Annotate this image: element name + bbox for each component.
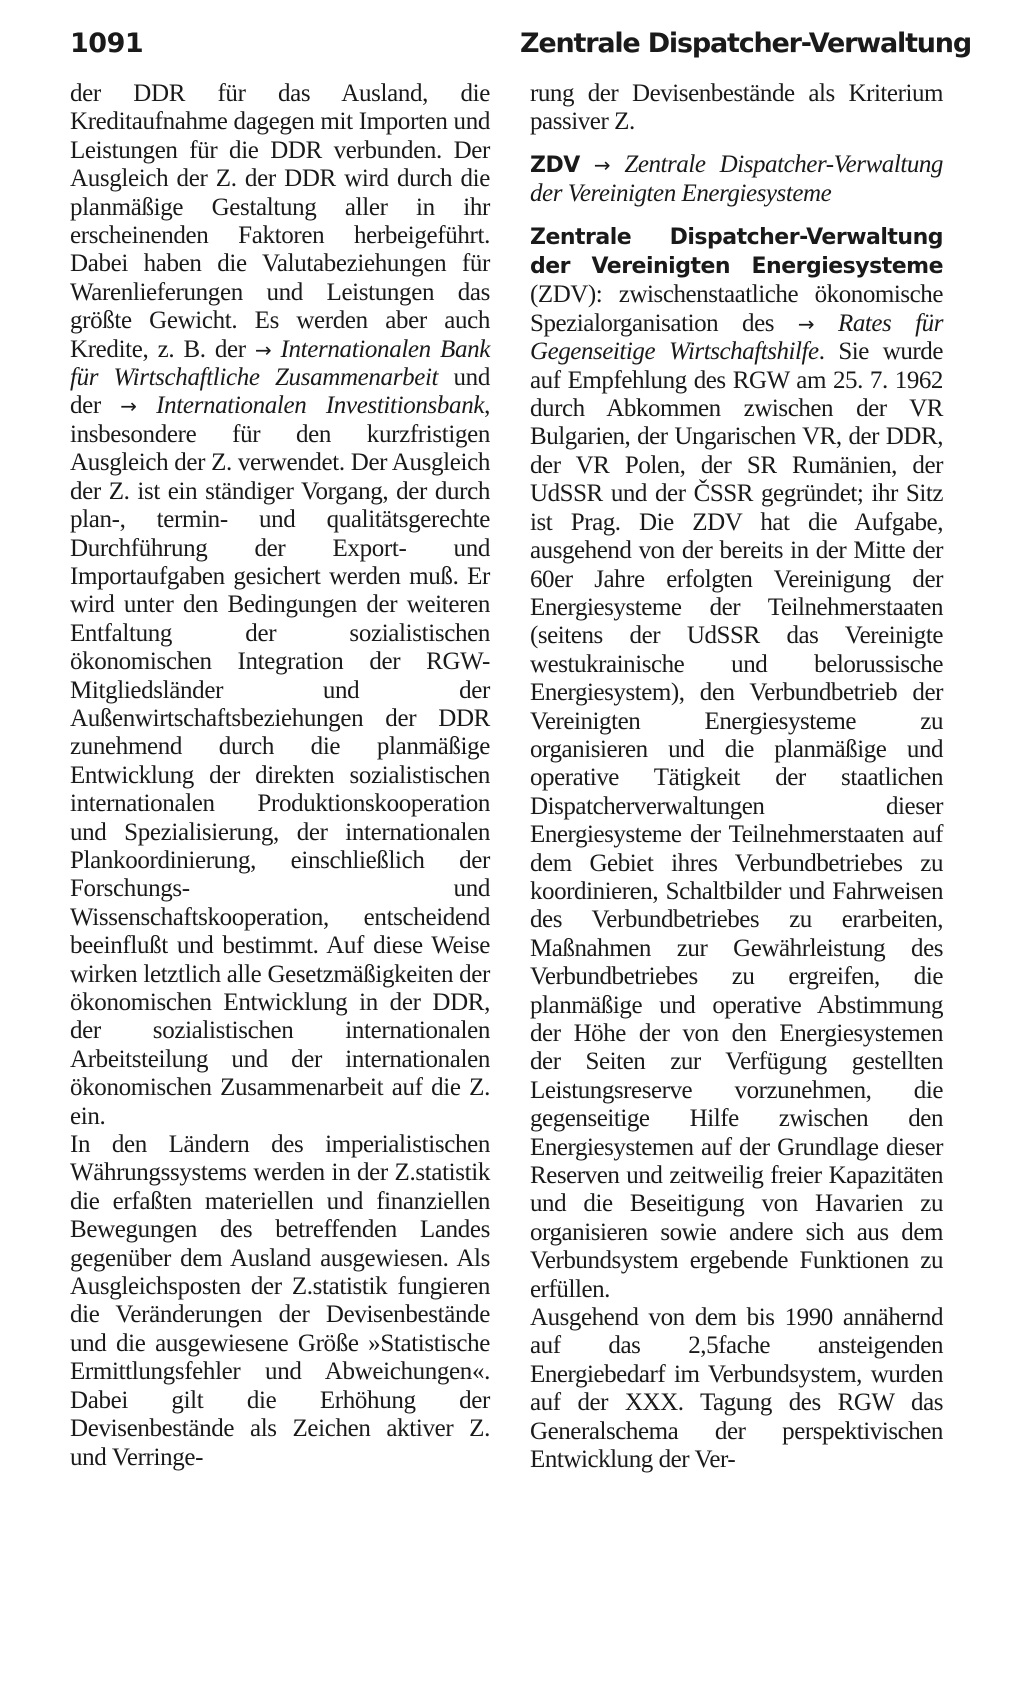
running-head: Zentrale Dispatcher-Verwaltung bbox=[520, 28, 971, 59]
cross-reference-arrow-icon: → bbox=[797, 311, 815, 336]
entry-keyword: ZDV bbox=[530, 152, 580, 178]
entry-zdv bbox=[530, 151, 943, 209]
right-paragraph-1: rung der Devisenbestände als Kriterium passiver Z. bbox=[530, 80, 943, 136]
entry-zentrale-dispatcher-verwaltung bbox=[530, 223, 943, 1304]
cross-reference-arrow-icon: → bbox=[254, 337, 272, 362]
text-segment: (ZDV): zwischenstaatliche ökonomische Spezialorganisation des bbox=[530, 281, 943, 337]
left-column bbox=[70, 80, 490, 1472]
cross-reference-arrow-icon: → bbox=[120, 394, 137, 419]
cross-reference: Internationalen Investitionsbank bbox=[136, 392, 485, 420]
text-segment: der DDR für das Ausland, die Kreditaufnahme dagegen mit Importen und Leistungen für die DDR verbunden. Der Ausgleich der Z. der DDR wird durch die planmäßige Gestaltung aller in ihr erscheinenden Faktoren herbeigeführt. Dabei haben die Valutabeziehungen für Warenlieferungen und Leistungen das größte Gewicht. Es werden aber auch Kredite, z. B. der bbox=[70, 80, 490, 363]
cross-reference-arrow-icon: → bbox=[593, 152, 611, 177]
right-paragraph-continuation: Ausgehend von dem bis 1990 annähernd auf das 2,5fache ansteigenden Energiebedarf im Verbundsystem, wurden auf der XXX. Tagung des RGW das Generalschema der perspektivischen Entwicklung der Ver- bbox=[530, 1304, 943, 1474]
text-segment: , insbesondere für den kurzfristigen Ausgleich der Z. verwendet. Der Ausgleich der Z. ist ein ständiger Vorgang, der durch plan-, termin- und qualitätsgerechte Durchführung der Export- und Importaufgaben gesichert werden muß. Er wird unter den Bedingungen der weiteren Entfaltung der sozialistischen ökonomischen Integration der RGW-Mitgliedsländer und der Außenwirtschaftsbeziehungen der DDR zunehmend durch die planmäßige Entwicklung der direkten sozialistischen internationalen Produktionskooperation und Spezialisierung, der internationalen Plankoordinierung, einschließlich der Forschungs- und Wissenschaftskooperation, entscheidend beeinflußt und bestimmt. Auf diese Weise wirken letztlich alle Gesetzmäßigkeiten der ökonomischen Entwicklung in der DDR, der sozialistischen internationalen Arbeitsteilung und der internationalen ökonomischen Zusammenarbeit auf die Z. ein. bbox=[70, 392, 490, 1130]
cross-reference: Internationalen Bank für Wirtschaftliche Zusammenarbeit bbox=[70, 335, 490, 392]
left-paragraph-2: In den Ländern des imperialistischen Währungssystems werden in der Z.statistik die erfaßten materiellen und finanziellen Bewegungen des betreffenden Landes gegenüber dem Ausland ausgewiesen. Als Ausgleichsposten der Z.statistik fungieren die Veränderungen der Devisenbestände und die ausgewiesene Größe »Statistische Ermittlungsfehler und Abweichungen«. Dabei gilt die Erhöhung der Devisenbestände als Zeichen aktiver Z. und Verringe- bbox=[70, 1131, 490, 1471]
cross-reference: Rates für Gegenseitige Wirtschaftshilfe bbox=[530, 309, 943, 366]
page-number: 1091 bbox=[70, 28, 144, 59]
cross-reference: Zentrale Dispatcher-Verwaltung der Vereinigten Energiesysteme bbox=[530, 150, 943, 208]
left-paragraph-1 bbox=[70, 80, 490, 1131]
text-segment: . Sie wurde auf Empfehlung des RGW am 25. 7. 1962 durch Abkommen zwischen der VR Bulgarien, der Ungarischen VR, der DDR, der VR Polen, der SR Rumänien, der UdSSR und der ČSSR gegründet; ihr Sitz ist Prag. Die ZDV hat die Aufgabe, ausgehend von der bereits in der Mitte der 60er Jahre erfolgten Vereinigung der Energiesysteme der Teilnehmerstaaten (seitens der UdSSR das Vereinigte westukrainische und belorussische Energiesystem), den Verbundbetrieb der Vereinigten Energiesysteme zu organisieren und die planmäßige und operative Tätigkeit der staatlichen Dispatcherverwaltungen dieser Energiesysteme der Teilnehmerstaaten auf dem Gebiet ihres Verbundbetriebes zu koordinieren, Schaltbilder und Fahrweisen des Verbundbetriebes zu erarbeiten, Maßnahmen zur Gewährleistung des Verbundbetriebes zu ergreifen, die planmäßige und operative Abstimmung der Höhe der von den Energiesystemen der Seiten zur Verfügung gestellten Leistungsreserve vorzunehmen, die gegenseitige Hilfe zwischen den Energiesystemen auf der Grundlage dieser Reserven und zeitweilig freier Kapazitäten und die Beseitigung von Havarien zu organisieren sowie andere sich aus dem Verbundsystem ergebende Funktionen zu erfüllen. bbox=[530, 338, 943, 1303]
text-segment: und der bbox=[70, 364, 490, 420]
right-column bbox=[530, 80, 943, 1475]
entry-keyword: Zentrale Dispatcher-Verwaltung der Vereinigten Energiesysteme bbox=[530, 224, 943, 280]
